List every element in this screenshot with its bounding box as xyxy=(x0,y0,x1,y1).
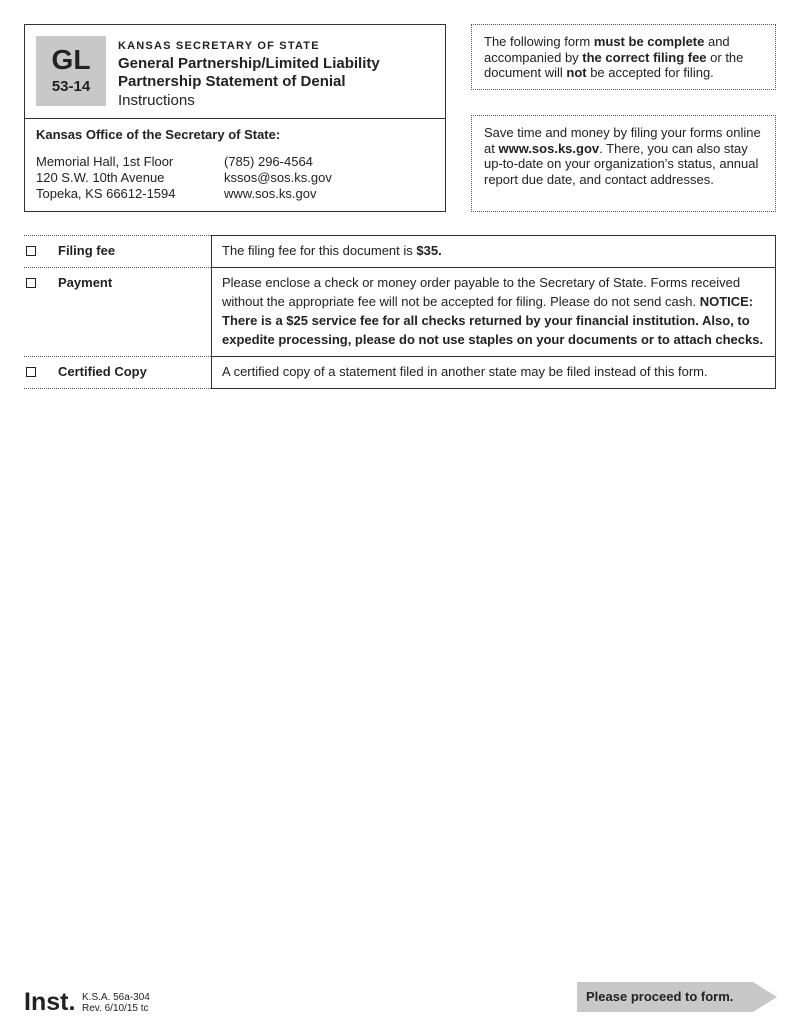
statute: K.S.A. 56a-304 xyxy=(82,992,150,1003)
table-row xyxy=(24,356,776,389)
label-text: Certified Copy xyxy=(58,364,147,379)
proceed-to-form-button[interactable] xyxy=(577,982,777,1012)
text: Please enclose a check or money order payable to the Secretary of State. Forms received without the appropriate fee will not be accepted for filing. Please do not send cash. xyxy=(222,275,741,309)
table-row xyxy=(24,235,776,267)
row-label xyxy=(24,235,211,267)
row-description xyxy=(211,356,776,389)
form-code-badge xyxy=(36,36,106,106)
label-text: Filing fee xyxy=(58,243,116,258)
text: Save time and money by filing your forms online at xyxy=(484,125,761,156)
office-contact xyxy=(224,154,332,202)
completeness-notice xyxy=(471,24,776,90)
text: NOTICE: There is a $25 service fee for all checks returned by your financial institution. Also, to expedite processing, please do not use staples on your documents or to attach checks. xyxy=(222,294,764,347)
checkbox-icon[interactable] xyxy=(26,278,36,288)
inst-label: Inst. xyxy=(24,988,76,1016)
address-line: 120 S.W. 10th Avenue xyxy=(36,170,165,185)
revision-info xyxy=(82,992,150,1014)
online-filing-notice xyxy=(471,115,776,212)
badge-number: 53-14 xyxy=(51,78,91,95)
form-title xyxy=(118,55,380,91)
text: and accompanied by xyxy=(484,34,730,65)
title-line-2: Partnership Statement of Denial xyxy=(118,73,346,90)
office-heading: Kansas Office of the Secretary of State: xyxy=(36,127,281,142)
text: $35. xyxy=(416,243,442,258)
divider xyxy=(25,118,445,119)
text: or the document will xyxy=(484,49,744,80)
website-link[interactable]: www.sos.ks.gov xyxy=(498,140,600,156)
row-label xyxy=(24,356,211,389)
form-subtitle: Instructions xyxy=(118,92,195,109)
agency-name: KANSAS SECRETARY OF STATE xyxy=(118,40,320,52)
text: The following form xyxy=(484,34,594,49)
row-label xyxy=(24,267,211,356)
checkbox-icon[interactable] xyxy=(26,367,36,377)
revision: Rev. 6/10/15 tc xyxy=(82,1003,149,1014)
title-line-1: General Partnership/Limited Liability xyxy=(118,55,380,72)
website-link[interactable]: www.sos.ks.gov xyxy=(224,186,317,201)
checkbox-icon[interactable] xyxy=(26,246,36,256)
email-link[interactable]: kssos@sos.ks.gov xyxy=(224,170,332,185)
text: A certified copy of a statement filed in another state may be filed instead of this form. xyxy=(222,364,708,379)
text: not xyxy=(566,65,587,80)
text: The filing fee for this document is xyxy=(222,243,417,258)
text: be accepted for filing. xyxy=(586,65,714,80)
form-header-box xyxy=(24,24,446,212)
address-line: Memorial Hall, 1st Floor xyxy=(36,154,174,169)
row-description xyxy=(211,267,776,356)
address-line: Topeka, KS 66612-1594 xyxy=(36,186,176,201)
row-description xyxy=(211,235,776,267)
label-text: Payment xyxy=(58,275,113,290)
text: the correct filing fee xyxy=(582,49,707,65)
table-row xyxy=(24,267,776,356)
badge-code: GL xyxy=(51,44,91,75)
instructions-table xyxy=(24,235,776,389)
office-address xyxy=(36,154,176,202)
text: . There, you can also stay up-to-date on your organization’s status, annual report due date, and contact addresses. xyxy=(484,140,759,187)
phone: (785) 296-4564 xyxy=(224,154,313,169)
text: must be complete xyxy=(593,34,705,49)
proceed-label: Please proceed to form. xyxy=(586,989,734,1004)
